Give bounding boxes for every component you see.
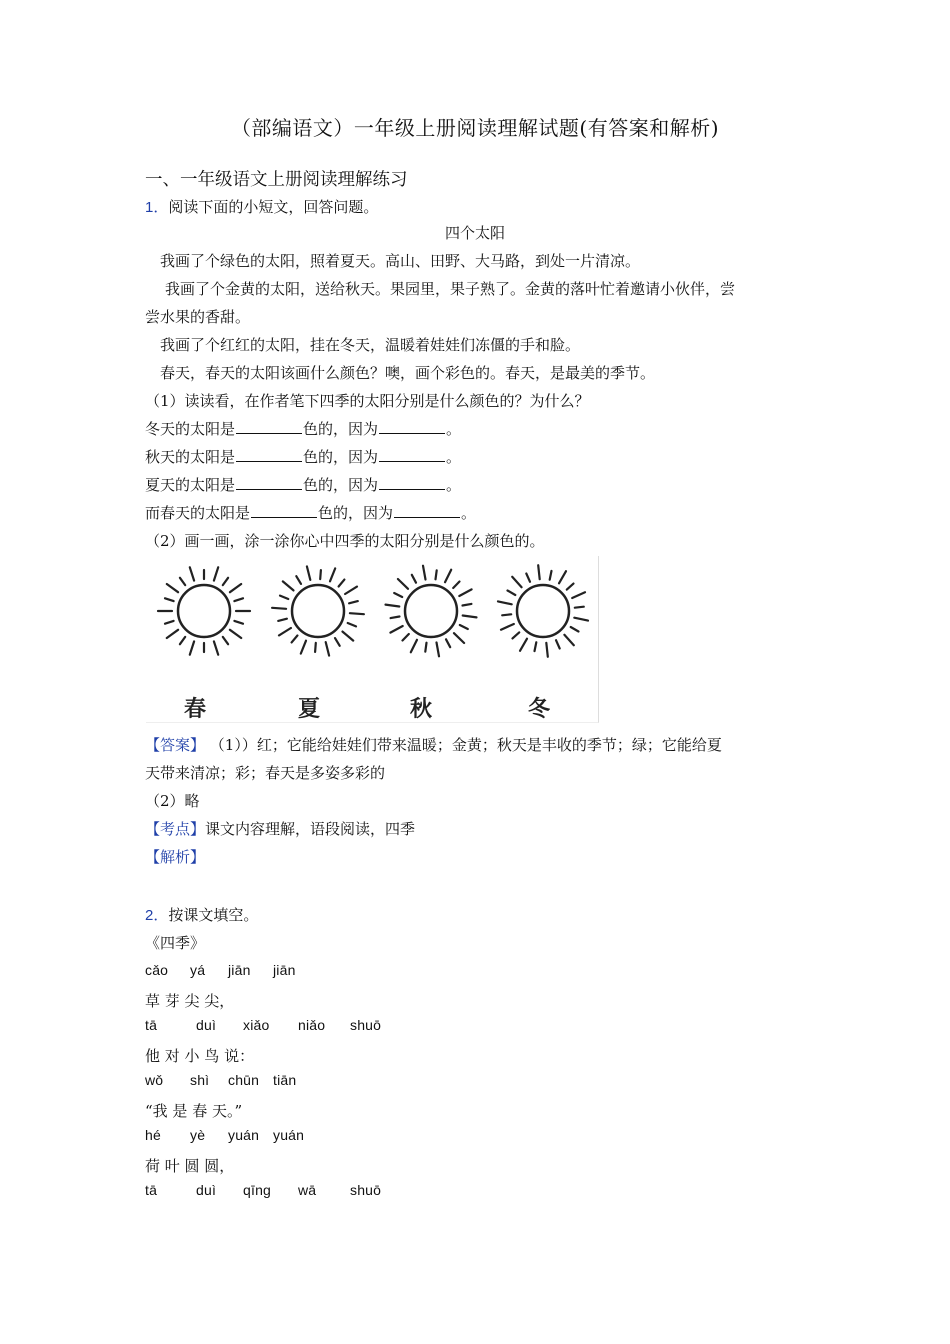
sun-ray <box>463 616 477 618</box>
sun-ray <box>386 605 400 607</box>
sun-ray <box>165 598 174 601</box>
sun-ray <box>459 589 471 596</box>
story-paragraph: 我画了个金黄的太阳，送给秋天。果园里，果子熟了。金黄的落叶忙着邀请小伙伴，尝 <box>165 280 736 298</box>
sun-ray <box>280 596 288 599</box>
answer-blank[interactable] <box>379 418 445 434</box>
sun-disc <box>178 585 230 637</box>
sub-question-2: （2）画一画，涂一涂你心中四季的太阳分别是什么颜色的。 <box>145 532 545 550</box>
sun-ray <box>307 566 310 580</box>
answer-blank[interactable] <box>394 502 460 518</box>
pinyin-syllable: yuán <box>228 1127 260 1143</box>
pinyin-syllable: xiǎo <box>243 1017 270 1033</box>
section-heading: 一、一年级语文上册阅读理解练习 <box>145 170 408 190</box>
answer-blank[interactable] <box>379 474 445 490</box>
pinyin-syllable: tā <box>145 1182 158 1198</box>
sun-ray <box>394 593 402 597</box>
sun-ray <box>398 579 408 589</box>
fill-line: 秋天的太阳是 色的，因为 。 <box>145 448 462 466</box>
answer-tag: 【答案】 <box>145 736 206 754</box>
answer-blank[interactable] <box>251 502 317 518</box>
pinyin-syllable: shuō <box>350 1017 382 1033</box>
sun-ray <box>391 617 400 619</box>
sun-ray <box>546 643 548 657</box>
fill-line: 冬天的太阳是 色的，因为 。 <box>145 420 462 438</box>
sun-ray <box>292 636 298 643</box>
sun-ray <box>190 641 194 654</box>
sun-ray <box>180 637 185 644</box>
season-label-spring: 春 <box>184 696 207 722</box>
sun-ray <box>502 614 511 615</box>
sun-ray <box>190 567 194 580</box>
sun-ray <box>296 576 301 584</box>
answer-blank[interactable] <box>379 446 445 462</box>
sun-ray <box>214 641 218 654</box>
sun-ray <box>460 625 468 629</box>
story-paragraph: 春天，春天的太阳该画什么颜色？噢，画个彩色的。春天，是最美的季节。 <box>160 364 656 382</box>
question-2-prompt: 2．按课文填空。 <box>145 906 259 924</box>
sun-ray <box>513 632 520 638</box>
story-paragraph: 我画了个红红的太阳，挂在冬天，温暖着娃娃们冻僵的手和脸。 <box>160 336 581 354</box>
kaodian-line: 【考点】课文内容理解，语段阅读，四季 <box>145 820 416 838</box>
sun-ray <box>512 577 521 587</box>
sun-ray <box>574 618 588 621</box>
answer-blank[interactable] <box>236 418 302 434</box>
sun-ray <box>425 643 426 652</box>
question-number: 2． <box>145 907 169 924</box>
sun-ray <box>498 601 512 604</box>
pinyin-syllable: shuō <box>350 1182 382 1198</box>
sun-icon <box>386 566 477 657</box>
sun-ray <box>230 630 241 638</box>
sun-ray <box>301 641 306 654</box>
sun-ray <box>556 640 560 648</box>
sun-ray <box>214 567 218 580</box>
sun-ray <box>223 637 228 644</box>
sun-ray <box>526 574 530 582</box>
sun-ray <box>501 624 514 630</box>
sun-ray <box>403 634 409 641</box>
pinyin-syllable: tiān <box>273 1072 297 1088</box>
sun-ray <box>339 580 345 587</box>
sun-ray <box>572 592 585 598</box>
sun-ray <box>437 643 440 657</box>
sun-disc <box>405 585 457 637</box>
sun-ray <box>326 642 329 656</box>
sun-ray <box>320 570 321 579</box>
poem-line: 他 对 小 鸟 说： <box>145 1047 255 1065</box>
sun-ray <box>575 607 584 608</box>
sun-ray <box>508 591 516 596</box>
sun-ray <box>567 584 574 590</box>
sun-ray <box>446 639 450 647</box>
sun-ray <box>453 582 459 589</box>
question-1-prompt: 1．阅读下面的小短文，回答问题。 <box>145 198 379 216</box>
sun-ray <box>330 568 335 581</box>
story-paragraph: 我画了个绿色的太阳，照着夏天。高山、田野、大马路，到处一片清凉。 <box>160 252 641 270</box>
sun-ray <box>520 639 527 651</box>
season-label-summer: 夏 <box>298 696 321 722</box>
pinyin-syllable: cǎo <box>145 962 169 978</box>
sun-ray <box>436 570 437 579</box>
jiexi-tag: 【解析】 <box>145 848 206 866</box>
fill-line: 夏天的太阳是 色的，因为 。 <box>145 476 462 494</box>
poem-line: 荷 叶 圆 圆， <box>145 1157 235 1175</box>
sun-ray <box>412 575 416 583</box>
jiexi-line <box>145 846 205 867</box>
pinyin-syllable: tā <box>145 1017 158 1033</box>
pinyin-syllable: yuán <box>273 1127 305 1143</box>
sun-ray <box>278 619 287 621</box>
story-title: 四个太阳 <box>444 224 505 242</box>
sun-ray <box>234 598 243 601</box>
pinyin-syllable: jiān <box>228 962 251 978</box>
answer-line-continued: 天带来清凉；彩；春天是多姿多彩的 <box>145 764 386 782</box>
sun-ray <box>411 640 417 653</box>
sun-ray <box>234 621 243 624</box>
pinyin-syllable: jiān <box>273 962 296 978</box>
sun-ray <box>167 584 178 592</box>
poem-line: 草 芽 尖 尖， <box>145 992 235 1010</box>
sun-ray <box>350 613 364 614</box>
story-paragraph-continued: 尝水果的香甜。 <box>145 308 251 326</box>
sun-ray <box>348 623 356 626</box>
pinyin-syllable: qīng <box>243 1182 272 1198</box>
pinyin-syllable: wā <box>298 1182 317 1198</box>
sun-ray <box>390 626 402 633</box>
sun-ray <box>165 621 174 624</box>
sun-ray <box>535 642 537 651</box>
sun-disc <box>292 585 344 637</box>
question-number: 1． <box>145 199 169 216</box>
sun-ray <box>180 578 185 585</box>
pinyin-syllable: duì <box>196 1017 217 1033</box>
sun-ray <box>345 587 357 594</box>
document-title: （部编语文）一年级上册阅读理解试题(有答案和解析) <box>230 116 720 140</box>
sun-icon <box>158 567 250 654</box>
answer-line: （2）略 <box>145 792 200 810</box>
season-label-winter: 冬 <box>528 696 551 722</box>
poem-line: “我 是 春 天。” <box>145 1102 243 1120</box>
sun-ray <box>343 632 354 641</box>
sun-ray <box>423 566 426 580</box>
pinyin-syllable: yá <box>190 962 206 978</box>
sun-ray <box>445 570 451 583</box>
answer-line: 【答案】 （1））红；它能给娃娃们带来温暖；金黄；秋天是丰收的季节；绿；它能给夏 <box>145 736 722 754</box>
season-label-autumn: 秋 <box>410 696 433 722</box>
sun-icon <box>272 566 364 655</box>
pinyin-syllable: duì <box>196 1182 217 1198</box>
pinyin-syllable: hé <box>145 1127 161 1143</box>
sun-disc <box>517 585 569 637</box>
pinyin-syllable: niǎo <box>298 1017 326 1033</box>
fill-line: 而春天的太阳是 色的，因为 。 <box>145 504 477 522</box>
answer-blank[interactable] <box>236 474 302 490</box>
pinyin-syllable: yè <box>190 1127 206 1143</box>
pinyin-syllable: wǒ <box>145 1072 164 1088</box>
sun-ray <box>283 581 294 590</box>
sun-ray <box>538 565 540 579</box>
kaodian-tag: 【考点】 <box>145 820 206 838</box>
pinyin-syllable: chūn <box>228 1072 260 1088</box>
answer-blank[interactable] <box>236 446 302 462</box>
sun-ray <box>463 604 472 606</box>
sun-ray <box>559 571 566 583</box>
sun-ray <box>223 578 228 585</box>
sun-icon <box>498 565 588 657</box>
sun-ray <box>335 638 340 646</box>
sun-ray <box>272 608 286 609</box>
sun-ray <box>279 628 291 635</box>
poem-title: 《四季》 <box>145 934 206 952</box>
sun-ray <box>230 584 241 592</box>
sub-question-1: （1）读读看，在作者笔下四季的太阳分别是什么颜色的？为什么？ <box>145 392 590 410</box>
pinyin-syllable: shì <box>190 1072 210 1088</box>
sun-ray <box>167 630 178 638</box>
sun-ray <box>315 643 316 652</box>
sun-ray <box>454 633 464 643</box>
sun-ray <box>550 571 552 580</box>
sun-ray <box>564 635 573 645</box>
sun-ray <box>349 601 358 603</box>
sun-ray <box>571 627 579 632</box>
